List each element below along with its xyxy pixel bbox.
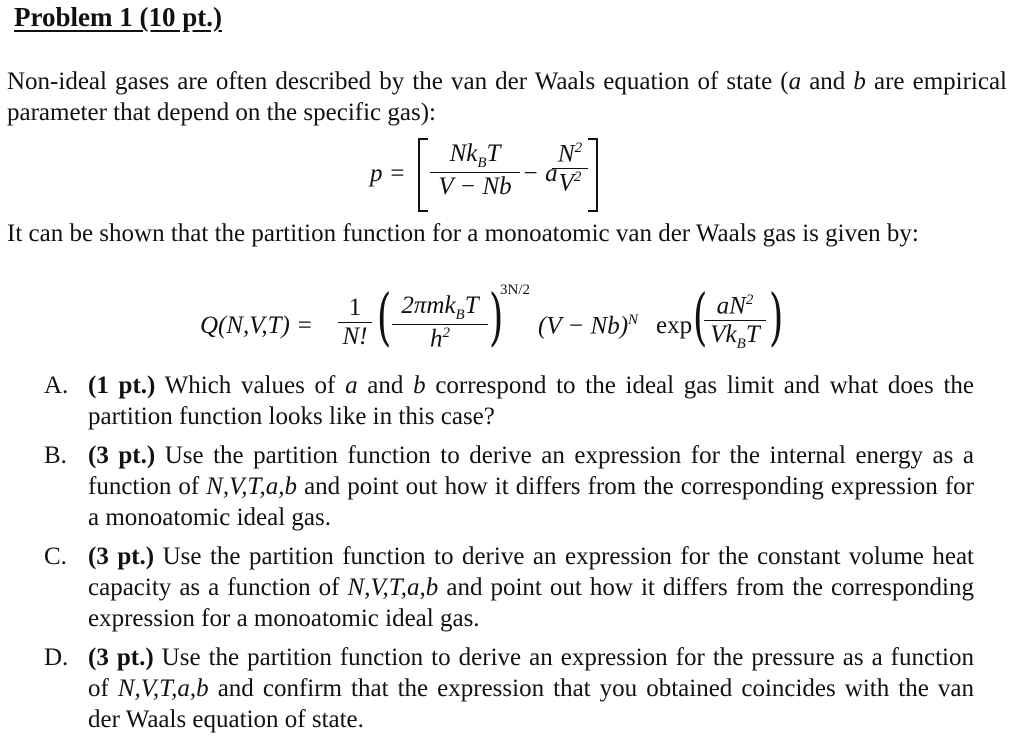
problem-title: Problem 1 (10 pt.): [14, 2, 222, 32]
question-b: B. (3 pt.) Use the partition function to derive an expression for the internal energy as a function of N,V,T,a,b and point out how it differs from the corresponding expression for a monoatomic ideal gas.: [44, 442, 975, 531]
vdw-fraction-2: $\frac{N^2}{V^2}$: [552, 140, 588, 198]
pf-exp-paren-left: (: [692, 280, 708, 353]
pf-paren-right: ): [488, 280, 504, 353]
pf-lhs: Q(N,V,T) =: [200, 312, 313, 339]
pf-thermal-fraction: 2πmk$_B$T $h^2$: [392, 292, 488, 353]
vdw-fraction-1: $Nk_BT$ V − Nb: [430, 140, 520, 201]
pf-volume-term: $(V - Nb)^N$: [538, 312, 639, 340]
right-bracket: [588, 138, 598, 212]
vdw-lhs: p =: [370, 160, 406, 187]
vdw-minus-a: − a: [522, 160, 558, 187]
pf-exp: exp: [656, 312, 693, 339]
question-a: A. (1 pt.) Which values of a and b correspond to the ideal gas limit and what does the partition function looks like in this case?: [44, 372, 974, 430]
pf-paren-left: (: [376, 280, 392, 353]
question-c: C. (3 pt.) Use the partition function to derive an expression for the constant volume heat capacity as a function of N,V,T,a,b and point out how it differs from the corresponding expression for a monoatomic ideal gas.: [44, 543, 974, 632]
pf-exp-fraction: $aN^2$ $Vk_BT$: [704, 292, 766, 353]
partition-intro: It can be shown that the partition function for a monoatomic van der Waals gas is given by:: [7, 220, 919, 247]
pf-power: 3N/2: [500, 282, 530, 298]
left-bracket: [418, 138, 428, 212]
question-d: D. (3 pt.) Use the partition function to derive an expression for the pressure as a function of N,V,T,a,b and confirm that the expression that you obtained coincides with the van der Waals equation of state.: [44, 644, 974, 733]
intro-paragraph: Non-ideal gases are often described by the van der Waals equation of state (a and b are empirical parameter that depend on the specific gas):: [7, 68, 1007, 126]
question-list: [44, 370, 974, 743]
pf-one-over-nfact: $\frac{1}{N!}$: [338, 294, 372, 351]
pf-exp-paren-right: ): [768, 280, 784, 353]
